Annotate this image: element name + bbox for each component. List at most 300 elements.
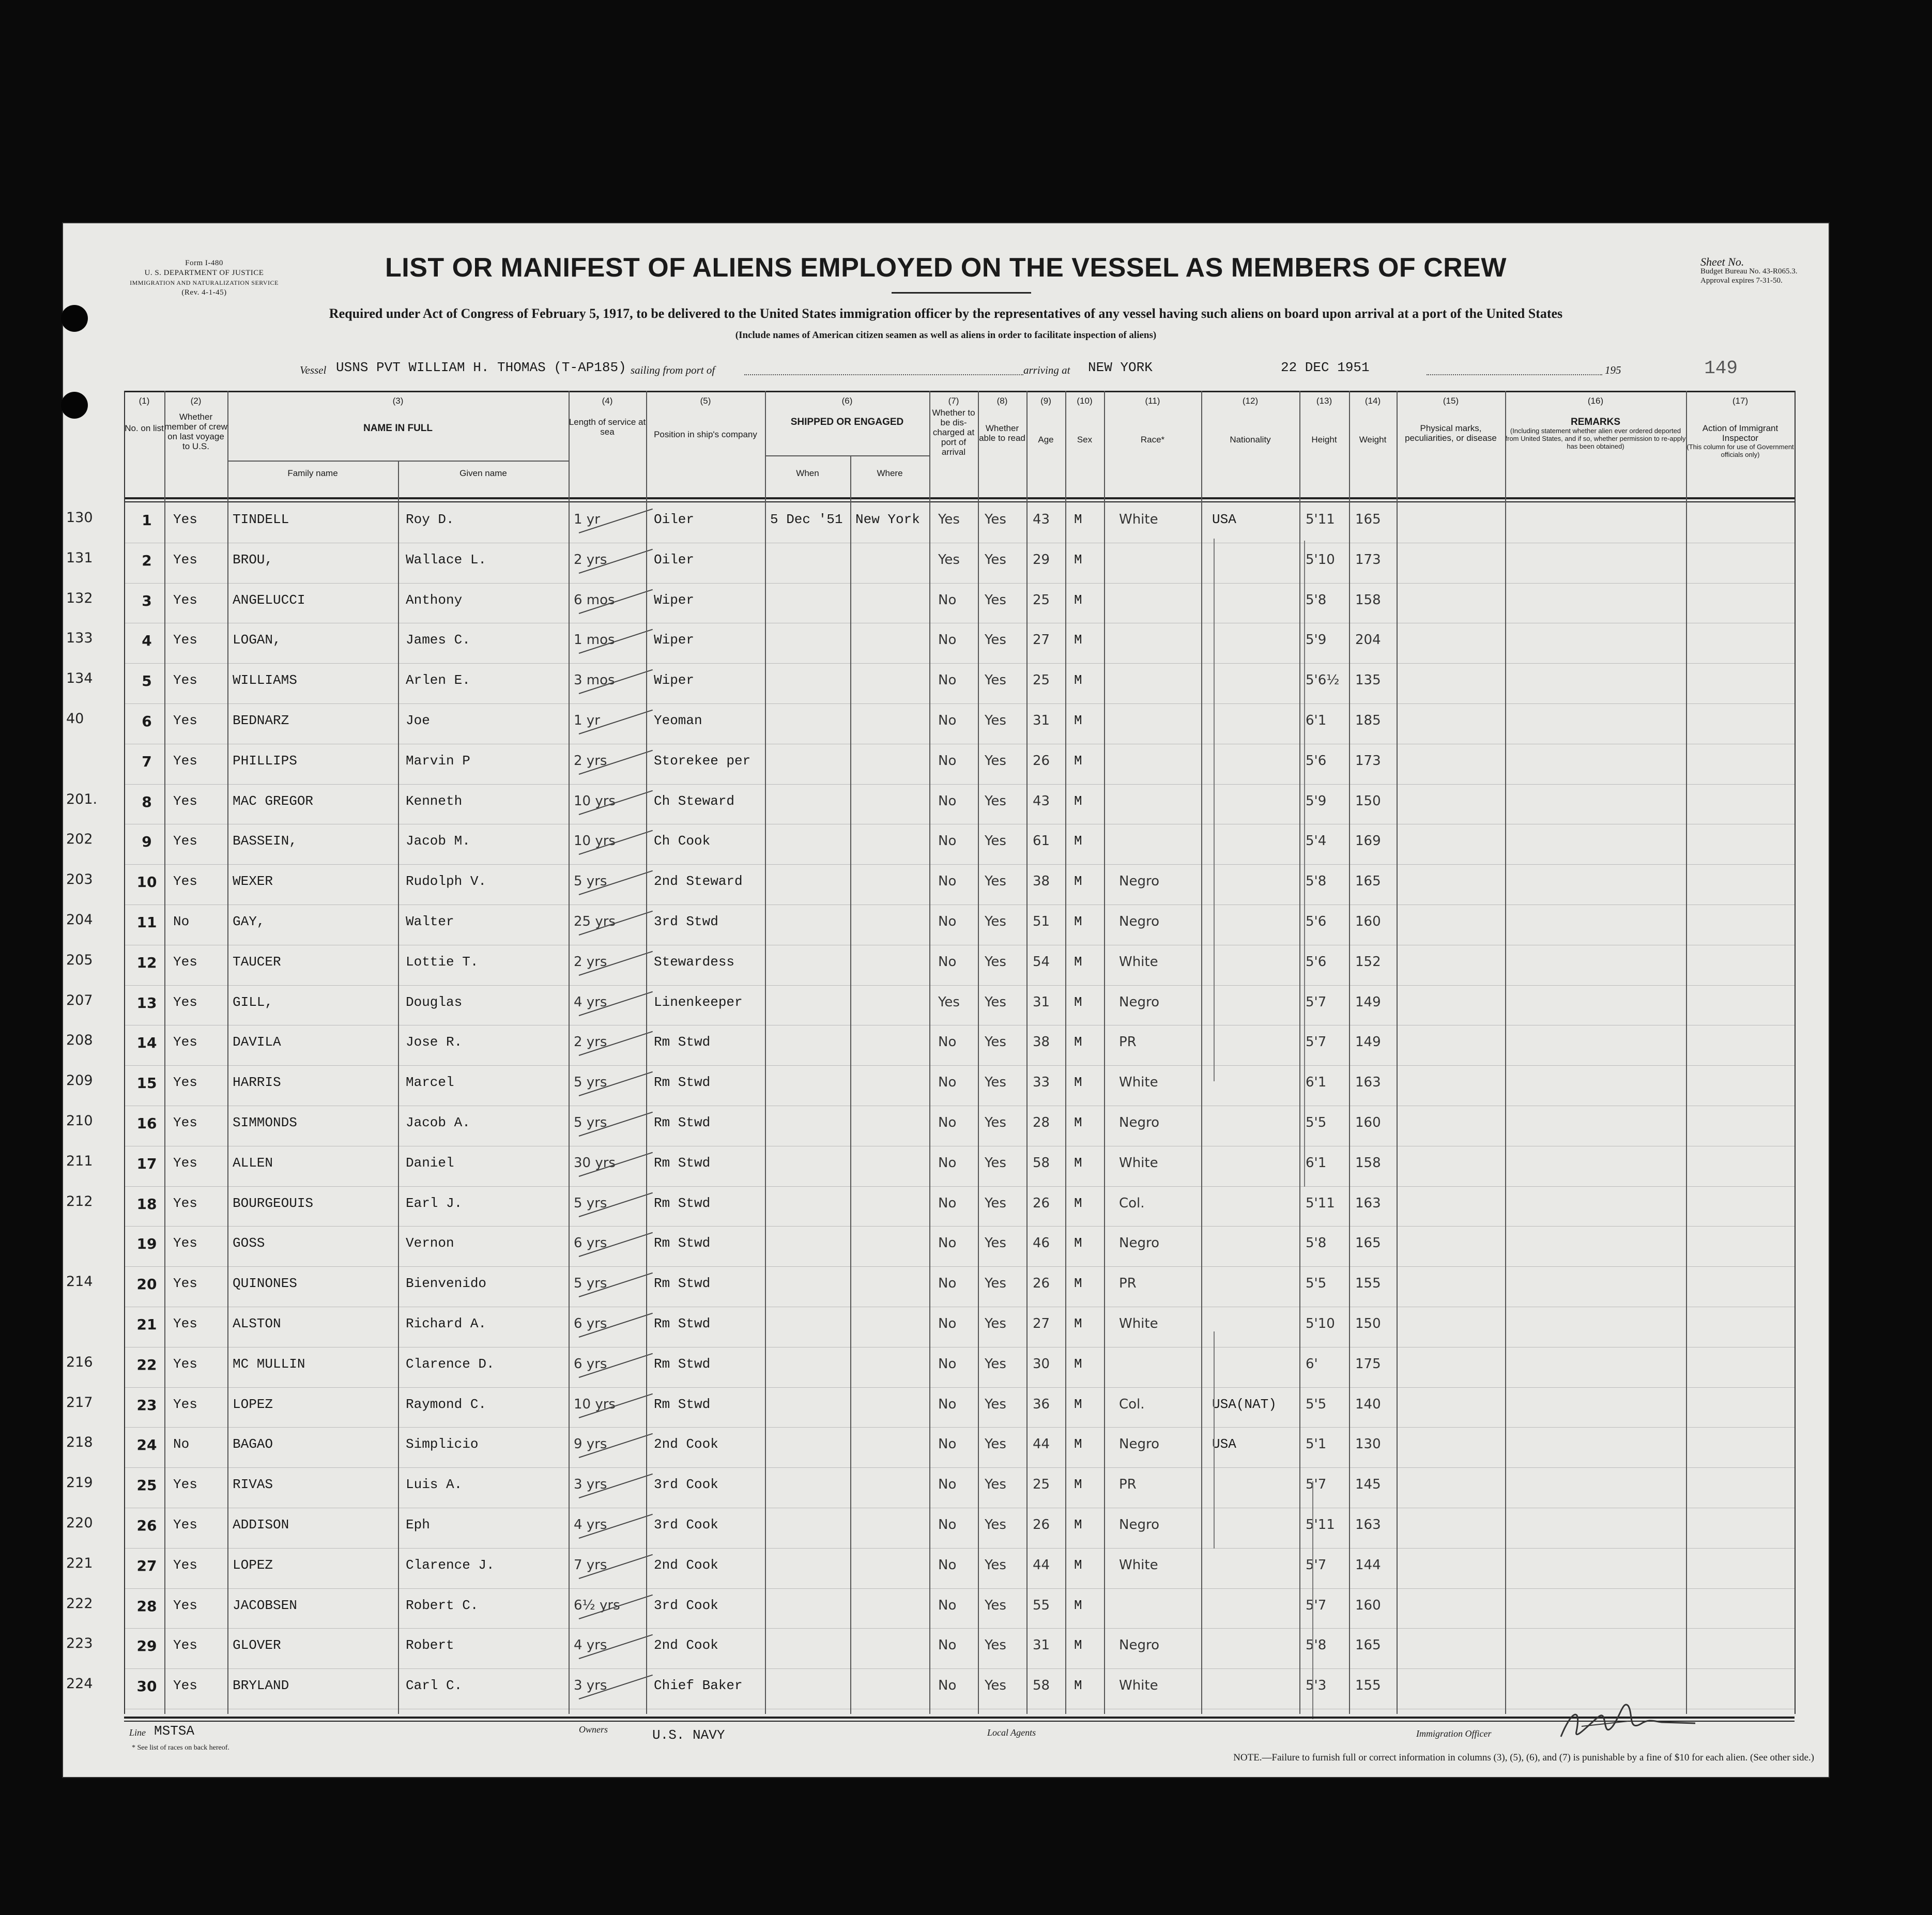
cell-position: 2nd Cook (654, 1557, 718, 1573)
sheet-label: Sheet No. (1700, 255, 1744, 268)
cell-no: 1 (142, 512, 152, 529)
margin-number: 205 (66, 952, 93, 968)
cell-height: 5'7 (1306, 1477, 1327, 1493)
cell-weight: 150 (1355, 793, 1381, 809)
cell-age: 43 (1033, 793, 1050, 809)
cell-position: 3rd Cook (654, 1597, 718, 1613)
cell-discharge: No (938, 1115, 957, 1130)
cell-weight: 158 (1355, 592, 1381, 608)
cell-no: 16 (136, 1115, 157, 1132)
required-statement: Required under Act of Congress of February 5, 1917, to be delivered to the United States immigration officer by the representatives of any vessel having such aliens on board upon arrival at a port of the United States (329, 306, 1563, 321)
cell-age: 54 (1033, 954, 1050, 970)
cell-height: 5'8 (1306, 1637, 1327, 1653)
cell-height: 5'3 (1306, 1678, 1327, 1694)
cell-nationality: USA (1212, 1436, 1236, 1452)
cell-crew: Yes (173, 1155, 197, 1171)
cell-service: 1 yr (574, 713, 600, 728)
cell-race: Negro (1119, 994, 1159, 1010)
cell-given: Earl J. (406, 1195, 463, 1211)
cell-position: Rm Stwd (654, 1396, 711, 1412)
cell-height: 5'5 (1306, 1276, 1327, 1292)
table-row (124, 1226, 1795, 1267)
cell-service: 10 yrs (574, 833, 616, 849)
col-label: Nationality (1230, 435, 1271, 445)
table-row (66, 1427, 1795, 1468)
cell-discharge: No (938, 1517, 957, 1533)
cell-position: Linenkeeper (654, 994, 743, 1010)
table-row (66, 1106, 1795, 1146)
col-header-1 (124, 396, 164, 433)
cell-sex: M (1074, 1517, 1082, 1533)
cell-sex: M (1074, 1678, 1082, 1694)
cell-read: Yes (985, 833, 1006, 849)
cell-crew: Yes (173, 1316, 197, 1331)
table-row (66, 583, 1795, 624)
table-row (66, 1387, 1795, 1428)
cell-service: 4 yrs (574, 994, 607, 1010)
table-row (66, 623, 1795, 664)
margin-number: 218 (66, 1434, 93, 1451)
col-label: Whether able to read (979, 423, 1025, 443)
cell-discharge: No (938, 1235, 957, 1251)
table-row (66, 502, 1795, 543)
cell-service: 5 yrs (574, 1115, 607, 1130)
approval-line: Approval expires 7-31-50. (1700, 277, 1783, 285)
sheet-number: 149 (1704, 358, 1738, 379)
cell-crew: Yes (173, 1678, 197, 1694)
cell-crew: Yes (173, 1477, 197, 1493)
table-row (66, 1025, 1795, 1066)
cell-crew: Yes (173, 1517, 197, 1533)
cell-height: 5'6 (1306, 914, 1327, 929)
table-row (66, 1065, 1795, 1106)
officer-signature (1551, 1690, 1706, 1747)
cell-discharge: No (938, 1597, 957, 1613)
cell-read: Yes (985, 1034, 1006, 1050)
cell-service: 10 yrs (574, 793, 616, 809)
footer-rule (124, 1717, 1795, 1719)
col-header-9 (1026, 396, 1065, 445)
table-row (66, 1628, 1795, 1669)
cell-no: 15 (136, 1075, 157, 1092)
cell-read: Yes (985, 1235, 1006, 1251)
cell-service: 2 yrs (574, 1034, 607, 1050)
column-rule (1299, 391, 1300, 1714)
cell-race: Col. (1119, 1396, 1145, 1412)
margin-number: 203 (66, 871, 93, 888)
cell-family: GLOVER (233, 1637, 281, 1653)
margin-number: 216 (66, 1354, 93, 1370)
margin-number: 132 (66, 590, 93, 606)
cell-discharge: No (938, 1637, 957, 1653)
table-row (66, 905, 1795, 945)
cell-sex: M (1074, 954, 1082, 970)
cell-family: LOPEZ (233, 1396, 273, 1412)
title-underline (892, 292, 1031, 294)
cell-given: Marcel (406, 1075, 454, 1091)
cell-sex: M (1074, 592, 1082, 608)
cell-crew: Yes (173, 632, 197, 648)
cell-family: ADDISON (233, 1517, 289, 1533)
cell-no: 27 (136, 1557, 157, 1574)
cell-position: Rm Stwd (654, 1316, 711, 1331)
margin-number: 208 (66, 1032, 93, 1049)
cell-race: Negro (1119, 1235, 1159, 1251)
col-num: (1) (139, 396, 150, 406)
page-title: LIST OR MANIFEST OF ALIENS EMPLOYED ON THE VESSEL AS MEMBERS OF CREW (385, 253, 1507, 283)
cell-read: Yes (985, 753, 1006, 769)
cell-crew: No (173, 914, 190, 929)
col-header-3 (227, 396, 569, 433)
col-num: (10) (1077, 396, 1093, 406)
cell-given: Roy D. (406, 512, 454, 527)
cell-given: Raymond C. (406, 1396, 487, 1412)
cell-age: 25 (1033, 672, 1050, 688)
cell-position: Wiper (654, 672, 695, 688)
cell-discharge: No (938, 954, 957, 970)
cell-height: 5'9 (1306, 632, 1327, 648)
cell-height: 5'6 (1306, 954, 1327, 970)
cell-discharge: No (938, 1034, 957, 1050)
cell-position: 2nd Steward (654, 874, 743, 890)
cell-sex: M (1074, 551, 1082, 568)
margin-number: 210 (66, 1113, 93, 1129)
cell-read: Yes (985, 954, 1006, 970)
form-line: Form I-480 (185, 259, 223, 267)
cell-read: Yes (985, 1597, 1006, 1613)
col-num: (8) (996, 396, 1008, 406)
cell-weight: 169 (1355, 833, 1381, 849)
cell-race: White (1119, 1075, 1158, 1091)
cell-weight: 165 (1355, 1637, 1381, 1653)
cell-weight: 173 (1355, 551, 1381, 568)
column-rule (164, 391, 165, 1714)
cell-given: Anthony (406, 592, 463, 608)
cell-read: Yes (985, 874, 1006, 890)
cell-family: ALSTON (233, 1316, 281, 1331)
cell-weight: 204 (1355, 632, 1381, 648)
table-row (66, 1347, 1795, 1388)
cell-position: Wiper (654, 592, 695, 608)
col-label: Whether member of crew on last voyage to U.S. (164, 412, 227, 451)
cell-given: Richard A. (406, 1316, 487, 1331)
column-rule (227, 391, 228, 1714)
column-rule (1201, 391, 1202, 1714)
cell-sex: M (1074, 713, 1082, 728)
table-row (66, 1668, 1795, 1709)
cell-crew: No (173, 1436, 190, 1452)
cell-given: Robert C. (406, 1597, 479, 1613)
cell-race: White (1119, 954, 1158, 970)
cell-crew: Yes (173, 1276, 197, 1292)
cell-discharge: No (938, 833, 957, 849)
cell-given: Rudolph V. (406, 874, 487, 890)
cell-crew: Yes (173, 672, 197, 688)
cell-age: 58 (1033, 1678, 1050, 1694)
cell-read: Yes (985, 1316, 1006, 1331)
cell-age: 46 (1033, 1235, 1050, 1251)
cell-weight: 144 (1355, 1557, 1381, 1573)
cell-family: GILL, (233, 994, 273, 1010)
cell-family: LOGAN, (233, 632, 281, 648)
cell-discharge: No (938, 793, 957, 809)
cell-height: 5'11 (1306, 1195, 1335, 1211)
cell-crew: Yes (173, 1557, 197, 1573)
cell-given: Vernon (406, 1235, 454, 1251)
cell-weight: 175 (1355, 1356, 1381, 1372)
cell-discharge: Yes (938, 512, 960, 527)
col-label: Position in ship's company (654, 430, 757, 439)
cell-family: BOURGEOUIS (233, 1195, 314, 1211)
cell-discharge: No (938, 1396, 957, 1412)
cell-race: White (1119, 512, 1158, 527)
cell-age: 27 (1033, 632, 1050, 648)
column-rule (929, 391, 930, 1714)
table-row (66, 543, 1795, 584)
margin-number: 224 (66, 1676, 93, 1692)
column-rule (1795, 391, 1796, 1714)
cell-no: 26 (136, 1517, 157, 1534)
cell-position: 3rd Cook (654, 1477, 718, 1493)
cell-service: 1 yr (574, 512, 600, 527)
cell-weight: 160 (1355, 1115, 1381, 1130)
cell-sex: M (1074, 833, 1082, 849)
ditto-mark (1214, 539, 1215, 1081)
table-row (66, 1146, 1795, 1187)
cell-family: BAGAO (233, 1436, 273, 1452)
manifest-sheet (62, 222, 1830, 1778)
table-row (66, 784, 1795, 825)
cell-discharge: No (938, 914, 957, 929)
cell-race: PR (1119, 1276, 1137, 1292)
col-header-17 (1686, 396, 1795, 458)
cell-discharge: No (938, 592, 957, 608)
sheet-info (1700, 257, 1809, 285)
table-row (66, 985, 1795, 1026)
cell-sex: M (1074, 1637, 1082, 1653)
cell-given: Eph (406, 1517, 430, 1533)
col-num: (5) (700, 396, 711, 406)
cell-race: White (1119, 1316, 1158, 1331)
arriving-label: arriving at (1023, 364, 1070, 376)
cell-sex: M (1074, 1477, 1082, 1493)
cell-family: DAVILA (233, 1034, 281, 1050)
column-rule (1349, 391, 1350, 1714)
margin-number: 131 (66, 549, 93, 566)
cell-family: BROU, (233, 551, 273, 568)
cell-given: Jacob A. (406, 1115, 470, 1130)
cell-read: Yes (985, 512, 1006, 527)
cell-service: 9 yrs (574, 1436, 607, 1452)
cell-service: 6 yrs (574, 1235, 607, 1251)
cell-given: Clarence D. (406, 1356, 495, 1372)
cell-position: Stewardess (654, 954, 735, 970)
cell-when: 5 Dec '51 (770, 512, 843, 527)
cell-family: BRYLAND (233, 1678, 289, 1694)
margin-number: 212 (66, 1193, 93, 1209)
cell-height: 5'1 (1306, 1436, 1327, 1452)
cell-family: TAUCER (233, 954, 281, 970)
cell-sex: M (1074, 1276, 1082, 1292)
cell-no: 24 (136, 1436, 157, 1454)
cell-crew: Yes (173, 592, 197, 608)
cell-no: 28 (136, 1597, 157, 1615)
cell-crew: Yes (173, 954, 197, 970)
cell-service: 30 yrs (574, 1155, 616, 1171)
cell-weight: 165 (1355, 874, 1381, 890)
cell-family: HARRIS (233, 1075, 281, 1091)
dotted-line (1427, 374, 1602, 375)
cell-discharge: No (938, 1356, 957, 1372)
cell-discharge: No (938, 632, 957, 648)
column-rule (850, 455, 851, 1714)
subheader-family: Family name (287, 468, 338, 478)
cell-read: Yes (985, 1557, 1006, 1573)
cell-sex: M (1074, 512, 1082, 527)
cell-height: 5'11 (1306, 1517, 1335, 1533)
form-line: U. S. DEPARTMENT OF JUSTICE (144, 269, 264, 277)
table-row (66, 824, 1795, 865)
column-rule (1104, 391, 1105, 1714)
cell-discharge: No (938, 1436, 957, 1452)
column-rule (569, 391, 570, 1714)
cell-family: BEDNARZ (233, 713, 289, 728)
table-row (66, 864, 1795, 905)
dotted-line (744, 374, 1023, 375)
cell-given: Joe (406, 713, 430, 728)
cell-service: 6 mos (574, 592, 615, 608)
margin-number: 130 (66, 510, 93, 526)
cell-service: 5 yrs (574, 1075, 607, 1091)
cell-height: 6'1 (1306, 1075, 1327, 1091)
cell-race: Negro (1119, 1115, 1159, 1130)
cell-age: 28 (1033, 1115, 1050, 1130)
cell-position: Rm Stwd (654, 1034, 711, 1050)
cell-no: 6 (142, 713, 152, 730)
cell-given: Lottie T. (406, 954, 479, 970)
margin-number: 133 (66, 630, 93, 647)
column-rule (1397, 391, 1398, 1714)
cell-no: 3 (142, 592, 152, 609)
cell-age: 61 (1033, 833, 1050, 849)
cell-service: 6 yrs (574, 1316, 607, 1331)
cell-discharge: No (938, 1276, 957, 1292)
cell-height: 6' (1306, 1356, 1318, 1372)
cell-crew: Yes (173, 1075, 197, 1091)
cell-crew: Yes (173, 1115, 197, 1130)
penalty-note: NOTE.—Failure to furnish full or correct information in columns (3), (5), (6), and (7) is punishable by a fine of $10 for each alien. (See other side.) (1233, 1752, 1814, 1763)
cell-race: PR (1119, 1034, 1137, 1050)
cell-sex: M (1074, 1075, 1082, 1091)
col-label: Height (1311, 435, 1337, 445)
cell-service: 2 yrs (574, 753, 607, 769)
margin-number: 222 (66, 1595, 93, 1612)
cell-crew: Yes (173, 793, 197, 809)
cell-read: Yes (985, 672, 1006, 688)
cell-discharge: No (938, 672, 957, 688)
cell-family: JACOBSEN (233, 1597, 297, 1613)
table-body (66, 502, 1795, 1709)
cell-weight: 150 (1355, 1316, 1381, 1331)
cell-given: Kenneth (406, 793, 463, 809)
cell-no: 10 (136, 874, 157, 891)
cell-height: 5'4 (1306, 833, 1327, 849)
cell-age: 33 (1033, 1075, 1050, 1091)
cell-race: Negro (1119, 1517, 1159, 1533)
cell-crew: Yes (173, 551, 197, 568)
cell-read: Yes (985, 1195, 1006, 1211)
cell-discharge: No (938, 1477, 957, 1493)
cell-age: 26 (1033, 753, 1050, 769)
col-num: (9) (1040, 396, 1051, 406)
cell-age: 58 (1033, 1155, 1050, 1171)
cell-service: 10 yrs (574, 1396, 616, 1412)
cell-given: Clarence J. (406, 1557, 495, 1573)
cell-weight: 160 (1355, 914, 1381, 929)
cell-service: 6 yrs (574, 1356, 607, 1372)
cell-sex: M (1074, 914, 1082, 929)
column-rule (978, 391, 979, 1714)
cell-read: Yes (985, 1075, 1006, 1091)
cell-height: 5'8 (1306, 592, 1327, 608)
column-rule (124, 391, 125, 1714)
cell-family: LOPEZ (233, 1557, 273, 1573)
cell-no: 29 (136, 1637, 157, 1655)
cell-service: 5 yrs (574, 1195, 607, 1211)
cell-no: 8 (142, 793, 152, 810)
col-num: (3) (392, 396, 404, 406)
cell-read: Yes (985, 1477, 1006, 1493)
col-num: (12) (1242, 396, 1259, 406)
table-row (66, 1467, 1795, 1508)
owners-value: U.S. NAVY (652, 1727, 725, 1743)
arrival-date: 22 DEC 1951 (1281, 360, 1370, 375)
cell-nationality: USA(NAT) (1212, 1396, 1277, 1412)
year-label: 195 (1605, 364, 1621, 376)
cell-position: Chief Baker (654, 1678, 743, 1694)
cell-age: 26 (1033, 1276, 1050, 1292)
cell-discharge: No (938, 1557, 957, 1573)
cell-weight: 185 (1355, 713, 1381, 728)
cell-age: 31 (1033, 1637, 1050, 1653)
cell-position: Ch Steward (654, 793, 735, 809)
cell-weight: 173 (1355, 753, 1381, 769)
cell-family: WEXER (233, 874, 273, 890)
cell-no: 17 (136, 1155, 157, 1172)
cell-position: Rm Stwd (654, 1235, 711, 1251)
cell-position: Storekee per (654, 753, 751, 769)
cell-no: 2 (142, 551, 152, 569)
margin-number: 211 (66, 1153, 93, 1169)
cell-position: 3rd Stwd (654, 914, 718, 929)
cell-height: 5'5 (1306, 1396, 1327, 1412)
cell-nationality: USA (1212, 512, 1236, 527)
cell-no: 25 (136, 1477, 157, 1494)
table-top-rule (124, 391, 1795, 392)
col-header-6 (765, 396, 929, 427)
cell-no: 7 (142, 753, 152, 770)
cell-age: 36 (1033, 1396, 1050, 1412)
cell-age: 26 (1033, 1517, 1050, 1533)
cell-no: 23 (136, 1396, 157, 1414)
sailing-label: sailing from port of (631, 364, 715, 376)
cell-age: 26 (1033, 1195, 1050, 1211)
margin-number: 219 (66, 1475, 93, 1491)
cell-discharge: No (938, 1678, 957, 1694)
cell-read: Yes (985, 592, 1006, 608)
cell-service: 4 yrs (574, 1517, 607, 1533)
table-row (66, 1548, 1795, 1589)
